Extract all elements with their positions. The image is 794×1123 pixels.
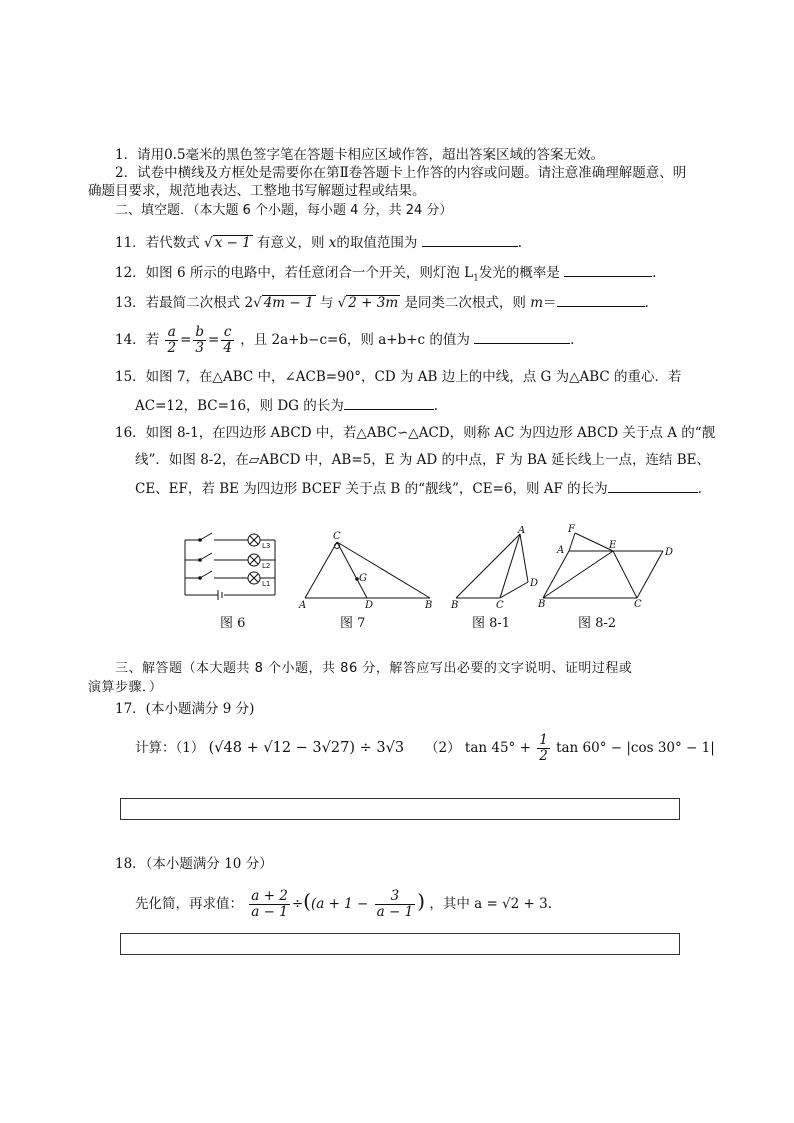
section3-heading-cont: 演算步骤．） bbox=[88, 680, 163, 695]
answer-blank[interactable] bbox=[608, 478, 698, 493]
answer-blank[interactable] bbox=[344, 395, 434, 410]
question-17-body: 计算：（1） (√48 + √12 − 3√27) ÷ 3√3 bbox=[135, 740, 405, 756]
svg-text:B: B bbox=[538, 599, 546, 610]
answer-blank[interactable] bbox=[564, 262, 652, 277]
question-15-line1: 15．如图 7，在△ABC 中，∠ACB=90°，CD 为 AB 边上的中线，点 G 为△ABC 的重心．若 bbox=[115, 369, 682, 385]
figure-8-1 bbox=[448, 526, 548, 610]
svg-text:D: D bbox=[530, 578, 539, 589]
svg-text:A: A bbox=[299, 600, 307, 610]
answer-blank[interactable] bbox=[557, 292, 645, 307]
figure-6-circuit bbox=[180, 530, 280, 602]
svg-text:C: C bbox=[634, 599, 642, 610]
caption-fig7: 图 7 bbox=[340, 616, 366, 631]
label-L2: L2 bbox=[262, 562, 271, 570]
note-2: 2．试卷中横线及方框处是需要你在第Ⅱ卷答题卡上作答的内容或问题。请注意准确理解题意、明 bbox=[115, 165, 687, 181]
figure-7-triangle bbox=[295, 528, 435, 610]
note-1: 1．请用0.5毫米的黑色签字笔在答题卡相应区域作答，超出答案区域的答案无效。 bbox=[115, 147, 605, 163]
question-16-line1: 16．如图 8-1，在四边形 ABCD 中，若△ABC∽△ACD，则称 AC 为四边形 ABCD 关于点 A 的“靓 bbox=[115, 425, 716, 441]
svg-text:A: A bbox=[518, 526, 526, 536]
svg-text:E: E bbox=[609, 540, 617, 551]
svg-text:C: C bbox=[496, 600, 504, 610]
question-18-title: 18．（本小题满分 10 分） bbox=[115, 856, 273, 872]
question-15-line2: AC=12，BC=16，则 DG 的长为 . bbox=[135, 395, 438, 415]
question-18-body: 先化简，再求值： $\frac{a + 2}{a - 1}$ ÷((a + 1 − $\frac{3}{a - 1}$ ) ，其中 a = √2 + 3. bbox=[135, 888, 553, 920]
caption-fig6: 图 6 bbox=[220, 616, 246, 631]
svg-text:G: G bbox=[359, 573, 367, 584]
svg-text:B: B bbox=[451, 600, 459, 610]
answer-blank[interactable] bbox=[422, 232, 518, 247]
label-L3: L3 bbox=[262, 542, 271, 550]
answer-box-17[interactable] bbox=[120, 798, 680, 820]
question-13: 13．若最简二次根式 2√ 4m − 1 与 √ 2 + 3m 是同类二次根式，则 m＝ . bbox=[115, 292, 649, 312]
question-11: 11．若代数式 √ x − 1 有意义，则 x的取值范围为 . bbox=[115, 232, 522, 252]
label-L1: L1 bbox=[262, 580, 271, 588]
answer-box-18[interactable] bbox=[120, 933, 680, 955]
note-2-cont: 确题目要求，规范地表达、工整地书写解题过程或结果。 bbox=[88, 183, 426, 199]
question-17-part2: （2） tan 45° + $\frac{1}{2}$ tan 60° − |cos 30° − 1| bbox=[425, 732, 715, 764]
svg-text:A: A bbox=[557, 545, 565, 556]
svg-text:D: D bbox=[365, 600, 374, 610]
svg-text:B: B bbox=[425, 600, 433, 610]
caption-fig8-1: 图 8-1 bbox=[472, 616, 511, 631]
question-14: 14．若 $\frac{a}{2}$ = $\frac{b}{3}$ = $\frac{c}{4}$ ，且 2a+b−c=6，则 a+b+c 的值为 . bbox=[115, 324, 575, 356]
question-16-line3: CE、EF，若 BE 为四边形 BCEF 关于点 B 的“靓线”，CE=6，则 AF 的长为 . bbox=[135, 478, 702, 498]
svg-text:C: C bbox=[333, 531, 341, 542]
section2-heading: 二、填空题．（本大题 6 个小题，每小题 4 分，共 24 分） bbox=[115, 203, 453, 218]
question-17-title: 17．(本小题满分 9 分) bbox=[115, 701, 255, 717]
question-16-line2: 线”．如图 8-2，在▱ABCD 中，AB=5，E 为 AD 的中点，F 为 BA 延长线上一点，连结 BE、 bbox=[135, 452, 711, 468]
caption-fig8-2: 图 8-2 bbox=[578, 616, 617, 631]
answer-blank[interactable] bbox=[474, 329, 570, 344]
question-12: 12．如图 6 所示的电路中，若任意闭合一个开关，则灯泡 $L_1$发光的概率是 . bbox=[115, 262, 656, 288]
section3-heading: 三、解答题（本大题共 8 个小题，共 86 分，解答应写出必要的文字说明、证明过程或 bbox=[115, 661, 633, 676]
svg-text:F: F bbox=[568, 524, 575, 535]
figure-8-2 bbox=[535, 524, 680, 610]
svg-text:D: D bbox=[665, 547, 674, 558]
